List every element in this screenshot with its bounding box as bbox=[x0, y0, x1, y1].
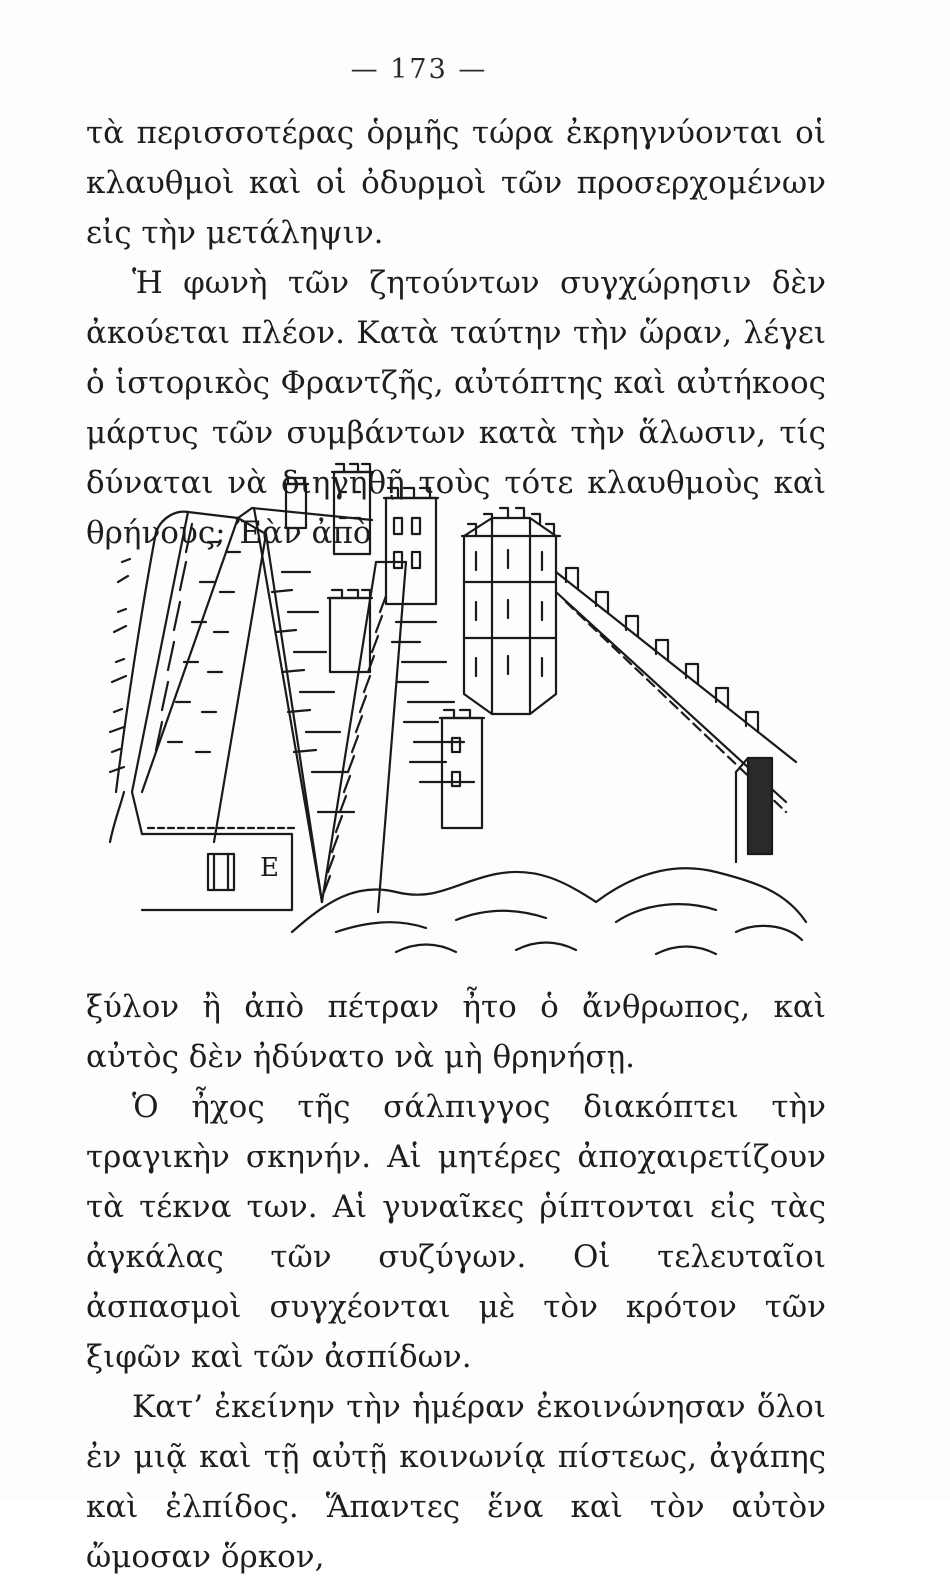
paragraph-communion: Κατ’ ἐκείνην τὴν ἡμέραν ἐκοινώνησαν ὅλοι ἐν μιᾷ καὶ τῇ αὐτῇ κοινωνίᾳ πίστεως, ἀγάπης καὶ ἐλπίδος. Ἅπαντες ἕνα καὶ τὸν αὐτὸν ὤμοσαν ὅρκον, bbox=[86, 1389, 826, 1575]
tower-far-right bbox=[736, 758, 772, 862]
outer-wall bbox=[132, 512, 266, 842]
paragraph-trumpet: Ὁ ἦχος τῆς σάλπιγγος διακόπτει τὴν τραγικὴν σκηνήν. Αἱ μητέρες ἀποχαιρετίζουν τὰ τέκνα των. Αἱ γυναῖκες ῥίπτονται εἰς τὰς ἀγκάλας τῶν συζύγων. Οἱ τελευταῖοι ἀσπασμοὶ συγχέονται μὲ τὸν κρότον τῶν ξιφῶν καὶ τῶν ἀσπίδων. bbox=[86, 1089, 826, 1375]
page-number: — 173 — bbox=[350, 54, 488, 85]
rocky-foreground bbox=[292, 868, 806, 954]
tower-lower-right bbox=[440, 710, 484, 828]
tower-tall bbox=[384, 488, 438, 604]
walls-drawing bbox=[96, 462, 808, 970]
tower-small-1 bbox=[284, 478, 308, 528]
left-hillside bbox=[110, 512, 188, 842]
city-walls-illustration bbox=[96, 462, 808, 970]
paragraph-wood-stone: ξύλον ἢ ἀπὸ πέτραν ἦτο ὁ ἄνθρωπος, καὶ αὐτὸς δὲν ἠδύνατο νὰ μὴ θρηνήσῃ. bbox=[86, 989, 826, 1075]
tower-octagonal bbox=[462, 508, 560, 714]
bottom-text-block bbox=[86, 982, 826, 1582]
tower-small-2 bbox=[332, 464, 372, 554]
gatehouse bbox=[132, 792, 294, 910]
gatehouse-sign: Ε bbox=[260, 853, 279, 883]
paragraph-continuation: τὰ περισσοτέρας ὁρμῆς τώρα ἐκρηγνύονται οἱ κλαυθμοὶ καὶ οἱ ὀδυρμοὶ τῶν προσερχομένων εἰς τὴν μετάληψιν. bbox=[86, 115, 826, 251]
central-wall bbox=[322, 562, 474, 912]
paragraph-frantzes: Ἡ φωνὴ τῶν ζητούντων συγχώρησιν δὲν ἀκούεται πλέον. Κατὰ ταύτην τὴν ὥραν, λέγει ὁ ἱστορικὸς Φραντζῆς, αὐτόπτης καὶ αὐτήκοος μάρτυς τῶν συμβάντων κατὰ τὴν ἅλωσιν, τίς δύναται νὰ διηγηθῇ τοὺς τότε κλαυθμοὺς καὶ θρήνους; Ἐὰν ἀπὸ bbox=[86, 265, 826, 551]
inner-terrace bbox=[238, 508, 372, 902]
